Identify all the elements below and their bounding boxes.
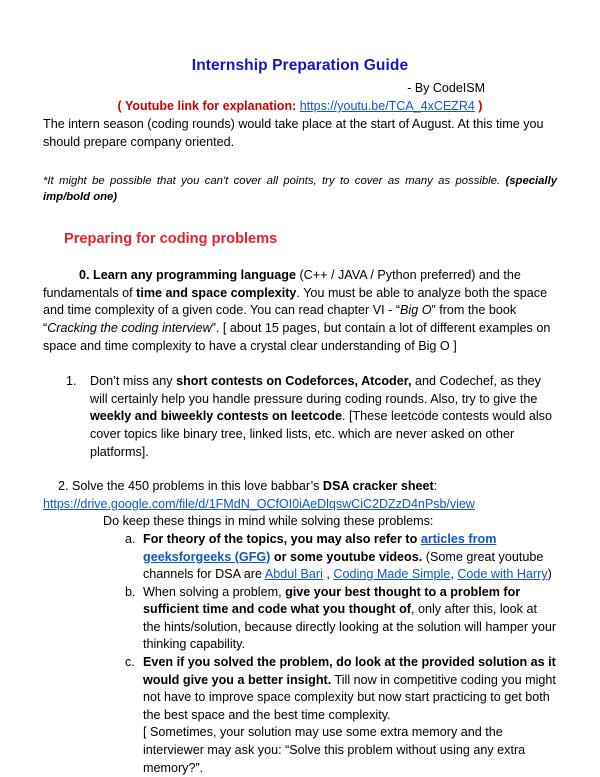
item-b-text-2: , only after this, look at the hints/solution, because directly looking at the solution will hamper your thinking capability. [143,602,557,652]
item-zero [43,267,557,355]
item-zero-bold-complexity: time and space complexity [136,285,297,300]
item-b-text-1: When solving a problem, [143,584,286,599]
item-zero-italic-bigo: Big O [400,303,432,318]
list-item-b-marker: b. [125,584,136,599]
byline: - By CodeISM [407,81,485,95]
numbered-list [43,373,557,461]
section-heading-coding-problems: Preparing for coding problems [64,231,278,248]
item-two-bold-sheet: DSA cracker sheet [322,479,434,494]
item-one-text-1: Don’t miss any [90,374,177,389]
list-item-a-marker: a. [125,531,136,546]
item-c-text-1: Till now in competitive coding you might not have to improve space complexity but now start practicing to get both the best space and the best time complexity. [143,672,556,722]
youtube-link[interactable]: https://youtu.be/TCA_4xCEZR4 [299,99,475,113]
alpha-list [43,531,557,777]
dsa-sheet-drive-link[interactable]: https://drive.google.com/file/d/1FMdN_OCfOI0iAeDlqswCiC2DZzD4nPsb/view [43,496,475,511]
coverage-note-bold: (specially imp/bold one) [43,175,557,204]
youtube-link-line [43,98,557,115]
item-zero-marker: 0. [79,268,94,283]
item-b-bold-1: give your best thought to a problem for sufficient time and code what you thought of [143,584,521,617]
item-two-text-1: Solve the 450 problems in this love babbar’s [72,479,323,494]
youtube-link-suffix: ) [474,99,483,113]
list-item-two-marker: 2. [58,479,73,494]
youtube-link-prefix: ( Youtube link for explanation: [117,99,300,113]
list-item-b [125,584,557,654]
item-a-bold-1: For theory of the topics, you may also refer to [143,531,421,546]
item-a-bold-2: or some youtube videos. [270,549,423,564]
item-two-text-2: : [433,479,438,494]
item-one-bold-leetcode: weekly and biweekly contests on leetcode [90,409,342,424]
item-zero-italic-book: Cracking the coding interview [47,320,212,335]
intro-paragraph: The intern season (coding rounds) would take place at the start of August. At this time you should prepare company oriented. [43,117,544,149]
list-item-two [43,478,557,496]
item-zero-text-1: (C++ / JAVA / Python preferred) and the fundamentals of [43,268,521,300]
item-zero-text-4: ”. [ about 15 pages, but contain a lot of different examples on space and time complexity to have a crystal clear understanding of Big O ] [43,320,551,353]
item-a-text-3: , [450,567,458,582]
item-a-text-4: ) [547,567,552,582]
item-c-bold-1: Even if you solved the problem, do look at the provided solution as it would give you a better insight. [143,655,556,687]
list-item-c [125,654,557,777]
coding-made-simple-link[interactable]: Coding Made Simple [333,567,451,582]
drive-link-line [43,496,557,514]
item-zero-text-2: . You must be able to analyze both the space and time complexity of a given code. You can read chapter VI - “ [43,285,548,318]
coverage-note [43,173,557,205]
page-title: Internship Preparation Guide [191,57,409,74]
item-zero-text-3: ” from the book “ [43,303,517,335]
do-keep-line: Do keep these things in mind while solving these problems: [103,514,434,529]
item-zero-bold-language: Learn any programming language [93,268,296,283]
list-item-one-marker: 1. [66,374,77,389]
list-item-one [66,373,557,461]
item-one-text-2: and Codechef, as they will certainly help you handle pressure during coding rounds. Also, try to give the [90,374,541,406]
item-one-bold-contests: short contests on Codeforces, Atcoder, [176,374,412,389]
coverage-note-text: *It might be possible that you can't cover all points, try to cover as many as possible. [43,175,506,188]
gfg-articles-link-label: articles from geeksforgeeks (GFG) [143,531,497,564]
list-item-c-marker: c. [125,655,135,670]
list-item-a [125,531,557,584]
item-one-text-3: . [These leetcode contests would also cover topics like binary tree, linked lists, etc. which are never asked on other platforms]. [90,409,552,459]
item-c-text-2: [ Sometimes, your solution may use some extra memory and the interviewer may ask you: “Solve this problem without using any extra memory?”. [143,725,526,775]
abdul-bari-link[interactable]: Abdul Bari [264,567,323,582]
item-a-text-1: (Some great youtube channels for DSA are [143,549,544,582]
item-a-text-2: , [322,567,334,582]
code-with-harry-link[interactable]: Code with Harry [457,567,548,582]
